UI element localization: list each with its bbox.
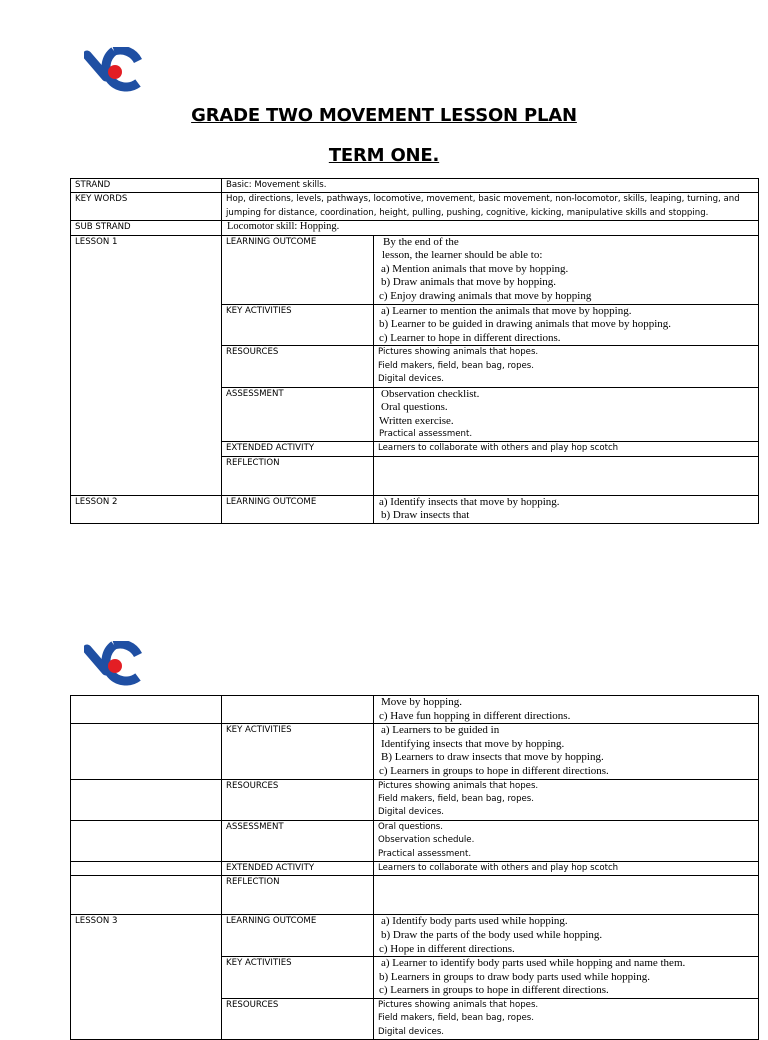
table-row [71, 179, 759, 193]
learning-outcome-value [374, 495, 759, 523]
substrand-label: SUB STRAND [71, 221, 222, 235]
logo-icon [84, 641, 142, 689]
assessment-line: Observation schedule. [378, 835, 475, 846]
resources-value [374, 998, 759, 1039]
empty-cell [71, 779, 222, 820]
outcome-line: b) Draw the parts of the body used while hopping. [381, 929, 603, 941]
extended-activity-label: EXTENDED ACTIVITY [222, 862, 374, 876]
reflection-label: REFLECTION [222, 876, 374, 915]
logo-icon [84, 47, 142, 95]
key-activities-label: KEY ACTIVITIES [222, 304, 374, 346]
table-row [71, 779, 759, 820]
lesson-2-label: LESSON 2 [71, 495, 222, 523]
lesson-plan-table-page-1 [70, 178, 759, 524]
table-row [71, 915, 759, 957]
empty-cell [222, 696, 374, 724]
table-row [71, 193, 759, 221]
activity-line: b) Learner to be guided in drawing animals that move by hopping. [379, 318, 672, 331]
learning-outcome-label: LEARNING OUTCOME [222, 235, 374, 304]
resource-line: Digital devices. [378, 1026, 445, 1037]
activity-line: c) Learners in groups to hope in different directions. [379, 764, 609, 777]
resources-label: RESOURCES [222, 346, 374, 387]
reflection-value [374, 876, 759, 915]
outcome-line: b) Draw insects that [381, 509, 470, 522]
outcome-line: a) Identify body parts used while hopping. [381, 915, 568, 928]
key-activities-label: KEY ACTIVITIES [222, 957, 374, 999]
table-row [71, 724, 759, 779]
assessment-line: Observation checklist. [381, 387, 480, 400]
outcome-line: lesson, the learner should be able to: [382, 249, 543, 262]
assessment-label: ASSESSMENT [222, 387, 374, 442]
extended-activity-value: Learners to collaborate with others and play hop scotch [374, 442, 759, 456]
school-logo [84, 47, 142, 95]
outcome-line: c) Have fun hopping in different directions. [379, 709, 571, 722]
resources-value [374, 346, 759, 387]
activity-line: B) Learners to draw insects that move by hopping. [381, 751, 604, 764]
table-row [71, 221, 759, 235]
outcome-line: Move by hopping. [381, 696, 462, 708]
key-activities-value [374, 724, 759, 779]
activity-line: a) Learner to identify body parts used while hopping and name them. [381, 957, 686, 970]
key-activities-value [374, 957, 759, 999]
resources-value [374, 779, 759, 820]
key-activities-value [374, 304, 759, 346]
activity-line: c) Learner to hope in different directions. [379, 331, 561, 344]
learning-outcome-value [374, 915, 759, 957]
empty-cell [71, 724, 222, 779]
continued-outcome-value [374, 696, 759, 724]
table-row [71, 862, 759, 876]
table-row [71, 235, 759, 304]
keywords-line: Hop, directions, levels, pathways, locomotive, movement, basic movement, non-locomotor, skills, leaping, turning, and [226, 194, 740, 205]
assessment-line: Oral questions. [378, 821, 444, 832]
reflection-value [374, 456, 759, 495]
assessment-label: ASSESSMENT [222, 820, 374, 861]
reflection-label: REFLECTION [222, 456, 374, 495]
assessment-value [374, 387, 759, 442]
table-row [71, 820, 759, 861]
activity-line: Identifying insects that move by hopping. [381, 737, 565, 750]
extended-activity-value: Learners to collaborate with others and play hop scotch [374, 862, 759, 876]
outcome-line: By the end of the [383, 235, 459, 248]
learning-outcome-label: LEARNING OUTCOME [222, 915, 374, 957]
document-subtitle: TERM ONE. [328, 145, 440, 166]
assessment-line: Oral questions. [381, 401, 448, 414]
empty-cell [71, 696, 222, 724]
strand-value: Basic: Movement skills. [222, 179, 759, 193]
keywords-value [222, 193, 759, 221]
substrand-value: Locomotor skill: Hopping. [222, 221, 759, 235]
resource-line: Field makers, field, bean bag, ropes. [378, 360, 535, 371]
key-activities-label: KEY ACTIVITIES [222, 724, 374, 779]
table-row [71, 696, 759, 724]
assessment-line: Practical assessment. [378, 848, 472, 859]
outcome-line: a) Identify insects that move by hopping. [379, 495, 560, 508]
lesson-3-label: LESSON 3 [71, 915, 222, 1040]
table-row [71, 495, 759, 523]
resource-line: Pictures showing animals that hopes. [378, 347, 539, 358]
learning-outcome-value [374, 235, 759, 304]
assessment-line: Written exercise. [379, 414, 454, 427]
resource-line: Field makers, field, bean bag, ropes. [378, 793, 535, 804]
activity-line: c) Learners in groups to hope in different directions. [379, 984, 609, 997]
outcome-line: a) Mention animals that move by hopping. [381, 262, 569, 275]
resource-line: Pictures showing animals that hopes. [378, 780, 539, 791]
outcome-line: c) Enjoy drawing animals that move by hopping [379, 290, 592, 302]
activity-line: a) Learners to be guided in [381, 724, 500, 737]
empty-cell [71, 862, 222, 876]
document-title: GRADE TWO MOVEMENT LESSON PLAN [191, 105, 577, 126]
empty-cell [71, 820, 222, 861]
resource-line: Pictures showing animals that hopes. [378, 999, 539, 1010]
strand-label: STRAND [71, 179, 222, 193]
extended-activity-label: EXTENDED ACTIVITY [222, 442, 374, 456]
resource-line: Digital devices. [378, 807, 445, 818]
assessment-line: Practical assessment. [379, 429, 473, 440]
activity-line: b) Learners in groups to draw body parts used while hopping. [379, 970, 650, 983]
activity-line: a) Learner to mention the animals that move by hopping. [381, 304, 632, 317]
lesson-plan-table-page-2 [70, 695, 759, 1040]
keywords-line: jumping for distance, coordination, height, pulling, pushing, cognitive, kicking, manipulative skills and stopping. [226, 207, 709, 218]
resource-line: Digital devices. [378, 374, 445, 385]
outcome-line: b) Draw animals that move by hopping. [381, 276, 557, 289]
resource-line: Field makers, field, bean bag, ropes. [378, 1013, 535, 1024]
learning-outcome-label: LEARNING OUTCOME [222, 495, 374, 523]
resources-label: RESOURCES [222, 998, 374, 1039]
table-row [71, 876, 759, 915]
lesson-1-label: LESSON 1 [71, 235, 222, 495]
empty-cell [71, 876, 222, 915]
keywords-label: KEY WORDS [71, 193, 222, 221]
resources-label: RESOURCES [222, 779, 374, 820]
school-logo [84, 641, 142, 689]
outcome-line: c) Hope in different directions. [379, 942, 515, 955]
assessment-value [374, 820, 759, 861]
